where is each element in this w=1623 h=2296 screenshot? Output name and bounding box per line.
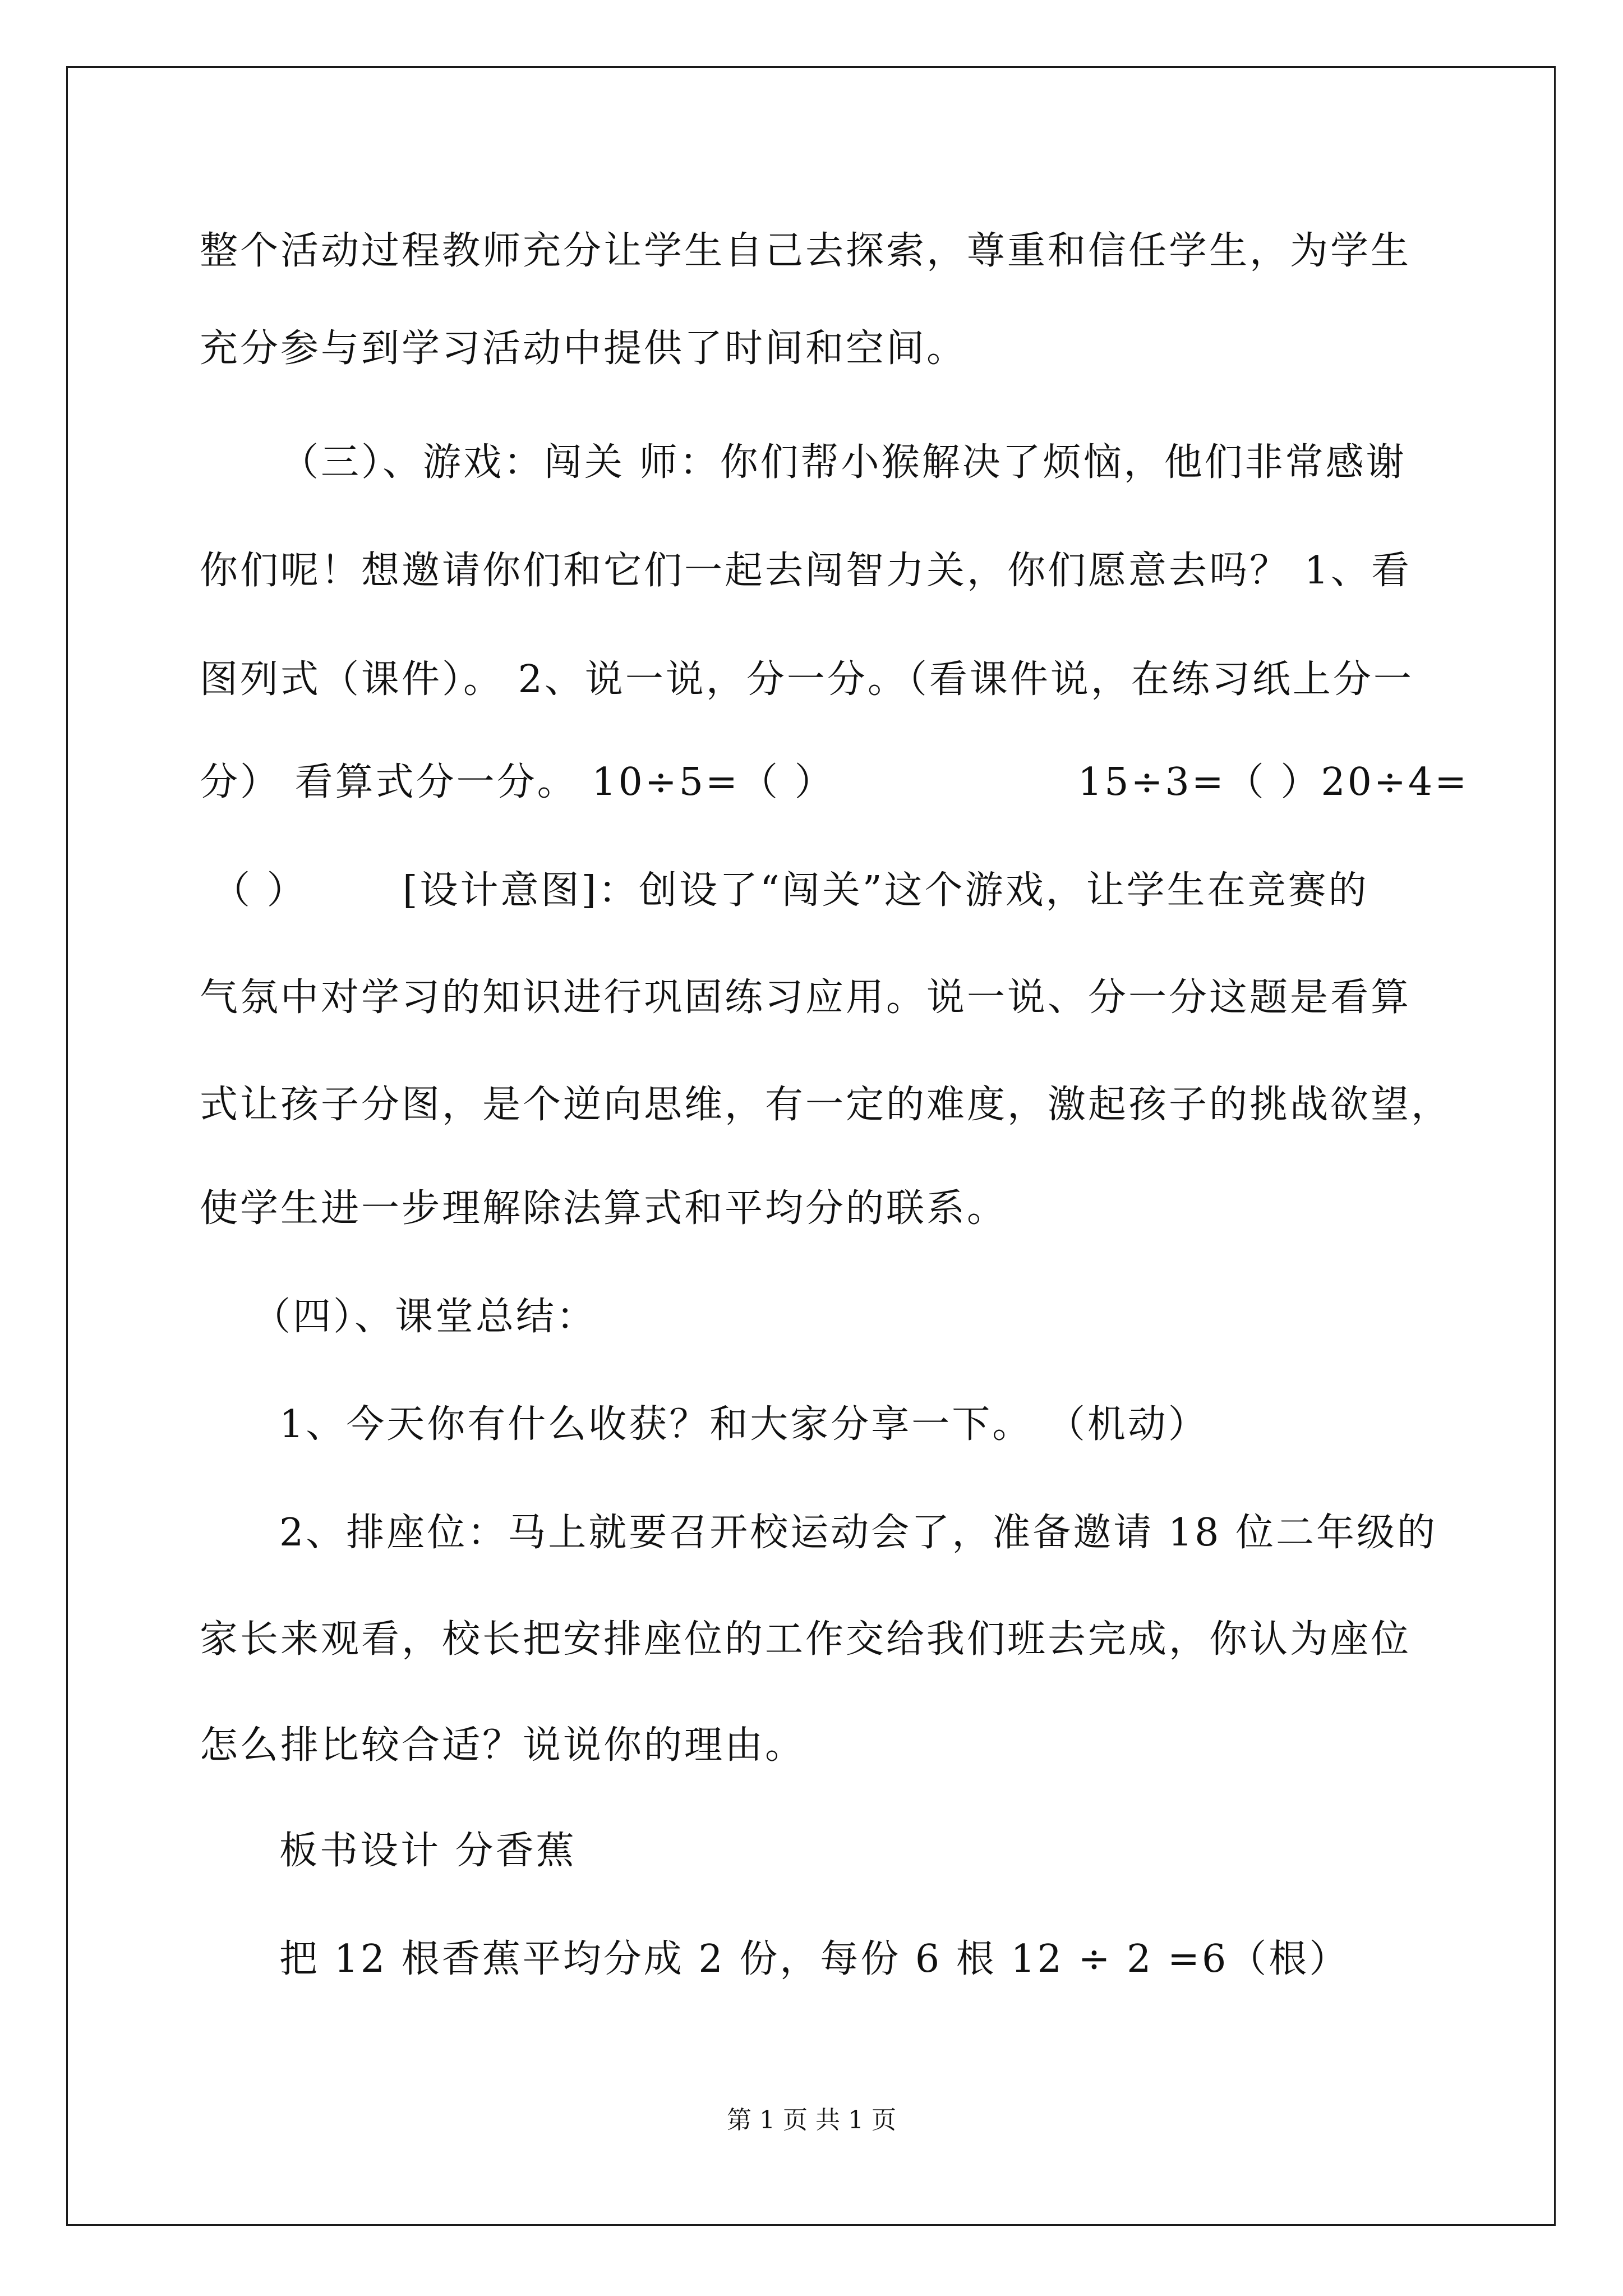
text-line-6a: 分） 看算式分一分。 10÷5=（ ） — [200, 760, 835, 804]
text-line-12: 2、排座位：马上就要召开校运动会了，准备邀请 18 位二年级的 — [279, 1511, 1438, 1555]
text-line-3: （三）、游戏：闯关 师：你们帮小猴解决了烦恼，他们非常感谢 — [280, 440, 1407, 485]
text-line-7b: [设计意图]：创设了“闯关”这个游戏，让学生在竞赛的 — [403, 868, 1369, 913]
text-line-9: 式让孩子分图，是个逆向思维，有一定的难度，激起孩子的挑战欲望， — [200, 1083, 1452, 1127]
text-line-2: 充分参与到学习活动中提供了时间和空间。 — [200, 326, 967, 371]
text-line-5: 图列式（课件）。 2、说一说，分一分。（看课件说，在练习纸上分一 — [200, 657, 1414, 702]
board-design-title: 板书设计 分香蕉 — [279, 1829, 577, 1873]
text-line-7a: （ ） — [212, 868, 307, 913]
board-design-formula: 把 12 根香蕉平均分成 2 份，每份 6 根 12 ÷ 2 =6（根） — [279, 1937, 1350, 1981]
text-line-6b: 15÷3=（ ）20÷4= — [1078, 760, 1469, 804]
text-line-13: 家长来观看，校长把安排座位的工作交给我们班去完成，你认为座位 — [200, 1617, 1412, 1662]
text-line-14: 怎么排比较合适？说说你的理由。 — [200, 1723, 806, 1768]
text-line-10: 使学生进一步理解除法算式和平均分的联系。 — [200, 1186, 1008, 1231]
text-line-4: 你们呢！想邀请你们和它们一起去闯智力关，你们愿意去吗？ 1、看 — [200, 549, 1412, 593]
text-line-8: 气氛中对学习的知识进行巩固练习应用。说一说、分一分这题是看算 — [200, 976, 1412, 1020]
text-line-11: 1、今天你有什么收获？和大家分享一下。 （机动） — [279, 1402, 1209, 1447]
page-footer: 第 1 页 共 1 页 — [727, 2106, 896, 2134]
text-line-1: 整个活动过程教师充分让学生自己去探索，尊重和信任学生，为学生 — [200, 229, 1412, 273]
section-heading-4: （四）、课堂总结： — [252, 1295, 597, 1339]
page-border — [66, 66, 1556, 2226]
